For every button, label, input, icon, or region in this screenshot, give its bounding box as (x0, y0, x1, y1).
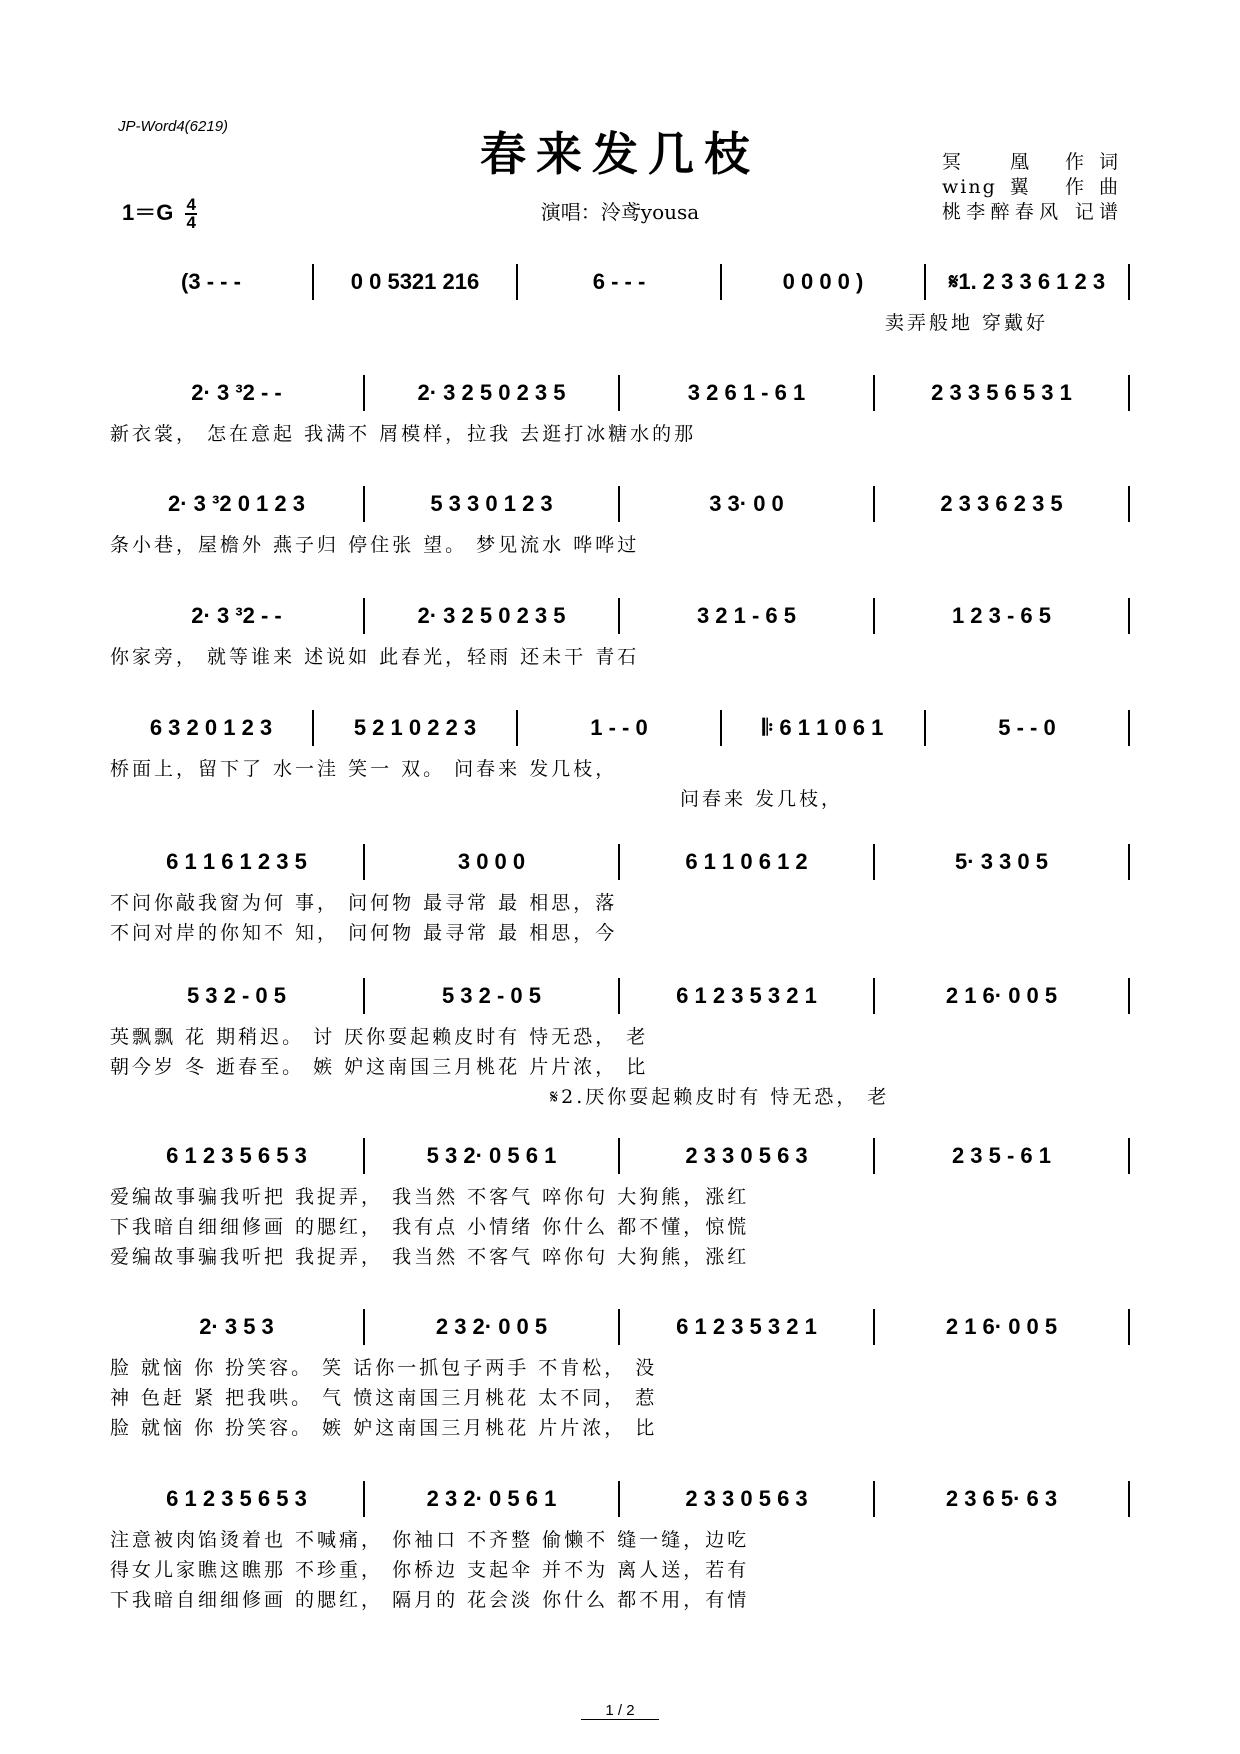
notes-line (110, 976, 1130, 1016)
measure: 3 2 6 1 - 6 1 (687, 380, 806, 405)
transcriber: 桃李醉春风 记谱 (942, 201, 1120, 223)
measure: 6 1 2 3 5 3 2 1 (676, 983, 817, 1008)
measure: 1 - - 0 (590, 715, 648, 740)
measure: 2· 3 ³2 - - (191, 603, 282, 628)
measure: 2· 3 2 5 0 2 3 5 (417, 603, 566, 628)
measure: 6 3 2 0 1 2 3 (149, 715, 273, 740)
measure: 6 1 2 3 5 3 2 1 (676, 1314, 817, 1339)
notes-line (110, 842, 1130, 882)
bar-line (1128, 1309, 1130, 1345)
lyric-line: 下我暗自细细修画 的腮红， 隔月的 花会淡 你什么 都不用，有情 (110, 1589, 750, 1611)
notes-line (110, 484, 1130, 524)
bar-line (1128, 598, 1130, 634)
measure: (3 - - - (181, 269, 241, 294)
lyric-line: 你家旁， 就等谁来 述说如 此春光，轻雨 还未干 青石 (110, 646, 640, 668)
notes-line (110, 1479, 1130, 1519)
measure: 6 1 2 3 5 6 5 3 (166, 1143, 307, 1168)
key-label: 1＝G (122, 200, 174, 225)
measure: 5 2 1 0 2 2 3 (353, 715, 477, 740)
measure: 2 1 6· 0 0 5 (945, 983, 1058, 1008)
measure: 𝄆 6 1 1 0 6 1 (762, 715, 884, 740)
measure: 2· 3 2 5 0 2 3 5 (417, 380, 566, 405)
notes-line (110, 596, 1130, 636)
measure: 6 1 1 6 1 2 3 5 (166, 849, 307, 874)
meter-bottom: 4 (186, 213, 196, 233)
lyric-line: 桥面上，留下了 水一洼 笑一 双。 问春来 发几枝， (110, 758, 618, 780)
measure: 2 3 3 0 5 6 3 (685, 1486, 808, 1511)
measure: 3 2 1 - 6 5 (696, 603, 797, 628)
lyric-line: 新衣裳， 怎在意起 我满不 屑模样，拉我 去逛打冰糖水的那 (110, 423, 697, 445)
measure: 2 3 3 6 2 3 5 (940, 491, 1063, 516)
measure: 𝄋1. 2 3 3 6 1 2 3 (948, 269, 1106, 294)
notes-line (110, 373, 1130, 413)
source-label: JP-Word4(6219) (118, 118, 229, 135)
measure: 2 3 2· 0 5 6 1 (426, 1486, 557, 1511)
lyric-line: 得女儿家瞧这瞧那 不珍重， 你桥边 支起伞 并不为 离人送，若有 (110, 1559, 750, 1581)
measure: 6 - - - (592, 269, 646, 294)
bar-line (1128, 844, 1130, 880)
measure: 0 0 5321 216 (350, 269, 480, 294)
bar-line (1128, 486, 1130, 522)
lyric-line: 英飘飘 花 期稍迟。 讨 厌你耍起赖皮时有 恃无恐， 老 (110, 1026, 649, 1048)
lyric-line: 注意被肉馅烫着也 不喊痛， 你袖口 不齐整 偷懒不 缝一缝，边吃 (110, 1529, 750, 1551)
song-title: 春来发几枝 (480, 127, 760, 181)
measure: 5 3 2· 0 5 6 1 (426, 1143, 557, 1168)
measure: 1 2 3 - 6 5 (951, 603, 1052, 628)
measure: 2· 3 5 3 (199, 1314, 274, 1339)
lyric-line: 问春来 发几枝， (680, 788, 844, 810)
measure: 3 0 0 0 (457, 849, 526, 874)
measure: 5· 3 3 0 5 (955, 849, 1048, 874)
bar-line (1128, 978, 1130, 1014)
lyric-line: 脸 就恼 你 扮笑容。 嫉 妒这南国三月桃花 片片浓， 比 (110, 1417, 658, 1439)
lyric-line: 脸 就恼 你 扮笑容。 笑 话你一抓包子两手 不肯松， 没 (110, 1357, 658, 1379)
measure: 6 1 1 0 6 1 2 (685, 849, 808, 874)
composer: wing翼 作曲 (942, 176, 1120, 198)
measure: 6 1 2 3 5 6 5 3 (166, 1486, 307, 1511)
measure: 2 1 6· 0 0 5 (945, 1314, 1058, 1339)
measure: 2 3 6 5· 6 3 (945, 1486, 1058, 1511)
measure: 2 3 3 5 6 5 3 1 (931, 380, 1072, 405)
bar-line (1128, 375, 1130, 411)
measure: 0 0 0 0 ) (782, 269, 864, 294)
lyricist: 冥 凰 作词 (942, 151, 1120, 173)
measure: 3 3· 0 0 (709, 491, 784, 516)
page-number-text: 1 / 2 (581, 1702, 658, 1720)
bar-line (1128, 1481, 1130, 1517)
measure: 2 3 2· 0 0 5 (435, 1314, 548, 1339)
notes-line (110, 1136, 1130, 1176)
credits (942, 150, 1120, 225)
notes-line (110, 1307, 1130, 1347)
bar-line (1128, 264, 1130, 300)
bar-line (1128, 1138, 1130, 1174)
measure: 2· 3 ³2 0 1 2 3 (168, 491, 305, 516)
measure: 5 3 3 0 1 2 3 (430, 491, 553, 516)
page-number (0, 1702, 1240, 1719)
notes-line (110, 708, 1130, 748)
lyric-line: 条小巷，屋檐外 燕子归 停住张 望。 梦见流水 哗哗过 (110, 534, 640, 556)
meter-top: 4 (186, 195, 196, 215)
lyric-line: 下我暗自细细修画 的腮红， 我有点 小情绪 你什么 都不懂，惊慌 (110, 1216, 750, 1238)
lyric-line: 朝今岁 冬 逝春至。 嫉 妒这南国三月桃花 片片浓， 比 (110, 1056, 649, 1078)
lyric-line: 卖弄般地 穿戴好 (885, 312, 1049, 334)
lyric-line: 不问对岸的你知不 知， 问何物 最寻常 最 相思，今 (110, 922, 618, 944)
measure: 5 3 2 - 0 5 (186, 983, 287, 1008)
lyric-line: 爱编故事骗我听把 我捉弄， 我当然 不客气 啐你句 大狗熊，涨红 (110, 1246, 750, 1268)
measure: 2 3 3 0 5 6 3 (685, 1143, 808, 1168)
measure: 2· 3 ³2 - - (191, 380, 282, 405)
measure: 5 - - 0 (998, 715, 1056, 740)
measure: 5 3 2 - 0 5 (441, 983, 542, 1008)
lyric-line: 爱编故事骗我听把 我捉弄， 我当然 不客气 啐你句 大狗熊，涨红 (110, 1186, 750, 1208)
measure: 2 3 5 - 6 1 (951, 1143, 1052, 1168)
lyric-line: 神 色赶 紧 把我哄。 气 愤这南国三月桃花 太不同， 惹 (110, 1387, 658, 1409)
lyric-line: 不问你敲我窗为何 事， 问何物 最寻常 最 相思，落 (110, 892, 618, 914)
bar-line (1128, 710, 1130, 746)
notes-line (110, 262, 1130, 302)
lyric-line: 𝄋2.厌你耍起赖皮时有 恃无恐， 老 (550, 1086, 890, 1108)
singer-label: 演唱：泠鸢yousa (540, 200, 700, 224)
